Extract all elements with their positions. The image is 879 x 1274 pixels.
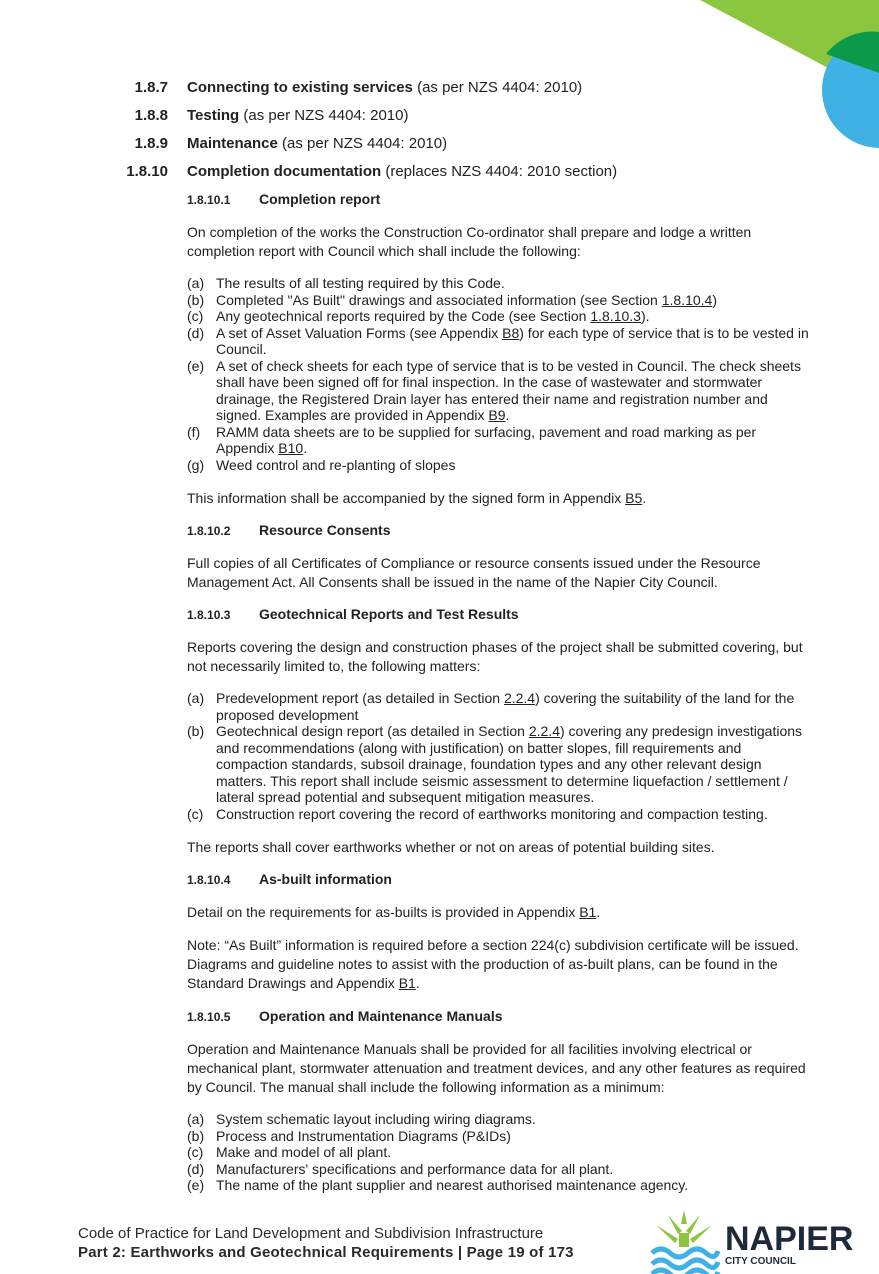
list-item: (e) The name of the plant supplier and nearest authorised maintenance agency. xyxy=(187,1177,689,1193)
appendix-link[interactable]: B10 xyxy=(278,440,304,456)
completion-report-intro: On completion of the works the Construction Co-ordinator shall prepare and lodge a written completion report with Council which shall include the following: xyxy=(187,224,752,259)
list-item: (g) Weed control and re-planting of slopes xyxy=(187,456,456,473)
completion-report-list xyxy=(187,275,812,473)
geotechnical-intro: Reports covering the design and construction phases of the project shall be submitted covering, but not necessarily limited to, the following matters: xyxy=(187,639,803,674)
list-item: (c) Construction report covering the record of earthworks monitoring and compaction testing. xyxy=(187,805,768,822)
appendix-link[interactable]: B9 xyxy=(488,407,506,423)
subheading-title: Operation and Maintenance Manuals xyxy=(259,1008,503,1024)
resource-consents-text: Full copies of all Certificates of Compliance or resource consents issued under the Resource Management Act. All Consents shall be issued in the name of the Napier City Council. xyxy=(187,555,761,590)
heading-title: Testing xyxy=(187,107,240,124)
heading-title: Connecting to existing services xyxy=(187,79,413,96)
list-item: (c) Any geotechnical reports required by the Code (see Section 1.8.10.3). xyxy=(187,308,650,324)
completion-report-closing: This information shall be accompanied by the signed form in Appendix B5. xyxy=(187,490,647,506)
section-link[interactable]: 2.2.4 xyxy=(503,690,536,706)
list-item: (d) A set of Asset Valuation Forms (see Appendix B8) for each type of service that is to be vested in Council. xyxy=(187,324,809,357)
list-item: (b) Completed "As Built" drawings and associated information (see Section 1.8.10.4) xyxy=(187,291,718,308)
footer-part-page: Part 2: Earthworks and Geotechnical Requirements | Page 19 of 173 xyxy=(78,1244,574,1261)
logo-subtitle: CITY COUNCIL xyxy=(725,1256,796,1267)
operation-maintenance-intro: Operation and Maintenance Manuals shall be provided for all facilities involving electrical or mechanical plant, stormwater attenuation and treatment devices, and any other features as required by Council. The manual shall include the following information as a minimum: xyxy=(187,1041,806,1095)
appendix-link[interactable]: B5 xyxy=(625,490,643,506)
list-item: (a) System schematic layout including wiring diagrams. xyxy=(187,1111,536,1127)
list-item: (f) RAMM data sheets are to be supplied for surfacing, pavement and road marking as per Appendix B10. xyxy=(187,423,757,456)
subheading-title: Geotechnical Reports and Test Results xyxy=(259,606,519,622)
operation-maintenance-list xyxy=(187,1111,812,1194)
subheading-as-built xyxy=(187,871,392,887)
subheading-completion-report xyxy=(187,191,380,207)
heading-number: 1.8.7 xyxy=(134,79,168,96)
heading-title: Maintenance xyxy=(187,135,278,152)
list-item: (c) Make and model of all plant. xyxy=(187,1144,392,1160)
subheading-number: 1.8.10.2 xyxy=(187,524,231,538)
heading-suffix: (as per NZS 4404: 2010) xyxy=(239,107,409,124)
list-item: (e) A set of check sheets for each type of service that is to be vested in Council. The check sheets shall have been signed off for final inspection. In the case of wastewater and stormwater drainage, the Registered Drain layer has entered their name and registration number and signed. Examples are provided in Appendix B9. xyxy=(187,357,801,423)
footer-document-title: Code of Practice for Land Development and Subdivision Infrastructure xyxy=(78,1225,544,1242)
napier-logo-text xyxy=(725,1222,853,1268)
appendix-link[interactable]: B1 xyxy=(398,975,416,991)
as-built-detail: Detail on the requirements for as-builts is provided in Appendix B1. xyxy=(187,904,601,920)
section-link[interactable]: 1.8.10.4 xyxy=(661,291,713,308)
geotechnical-list xyxy=(187,690,812,822)
subheading-title: As-built information xyxy=(259,871,392,887)
list-item: (d) Manufacturers' specifications and performance data for all plant. xyxy=(187,1160,614,1177)
subheading-number: 1.8.10.3 xyxy=(187,608,231,622)
list-item: (a) The results of all testing required by this Code. xyxy=(187,275,505,291)
heading-title: Completion documentation xyxy=(187,163,382,180)
heading-suffix: (as per NZS 4404: 2010) xyxy=(277,135,448,152)
heading-number: 1.8.8 xyxy=(134,107,168,124)
heading-number: 1.8.10 xyxy=(126,163,168,180)
as-built-note: Note: “As Built” information is required before a section 224(c) subdivision certificate will be issued. Diagrams and guideline notes to assist with the production of as-built plans, can be found in the Standard Drawings and Appendix B1. xyxy=(187,937,799,991)
section-link[interactable]: 1.8.10.3 xyxy=(590,308,641,324)
subheading-number: 1.8.10.1 xyxy=(187,193,231,207)
appendix-link[interactable]: B8 xyxy=(502,324,520,341)
subheading-number: 1.8.10.5 xyxy=(187,1010,231,1024)
list-item: (a) Predevelopment report (as detailed in Section 2.2.4) covering the suitability of the land for the proposed development xyxy=(187,690,795,723)
heading-suffix: (as per NZS 4404: 2010) xyxy=(412,79,583,96)
geotechnical-closing: The reports shall cover earthworks whether or not on areas of potential building sites. xyxy=(187,839,715,855)
heading-suffix: (replaces NZS 4404: 2010 section) xyxy=(381,163,618,180)
subheading-resource-consents xyxy=(187,522,390,538)
list-item: (b) Process and Instrumentation Diagrams (P&IDs) xyxy=(187,1127,511,1144)
list-item: (b) Geotechnical design report (as detailed in Section 2.2.4) covering any predesign investigations and recommendations (along with justification) on batter slopes, fill requirements and compaction standards, subsoil drainage, foundation types and any other relevant design matters. This report shall include seismic assessment to determine liquefaction / settlement / lateral spread potential and subsequent mitigation measures. xyxy=(187,723,803,805)
section-link[interactable]: 2.2.4 xyxy=(528,723,560,739)
appendix-link[interactable]: B1 xyxy=(579,904,597,920)
subheading-operation-maintenance xyxy=(187,1008,503,1024)
subheading-title: Resource Consents xyxy=(259,522,391,538)
subheading-title: Completion report xyxy=(259,191,381,207)
heading-number: 1.8.9 xyxy=(134,135,168,152)
subheading-geotechnical-reports xyxy=(187,606,519,622)
napier-logo-icon xyxy=(648,1207,720,1274)
logo-name: NAPIER xyxy=(725,1220,854,1258)
subheading-number: 1.8.10.4 xyxy=(187,873,231,887)
